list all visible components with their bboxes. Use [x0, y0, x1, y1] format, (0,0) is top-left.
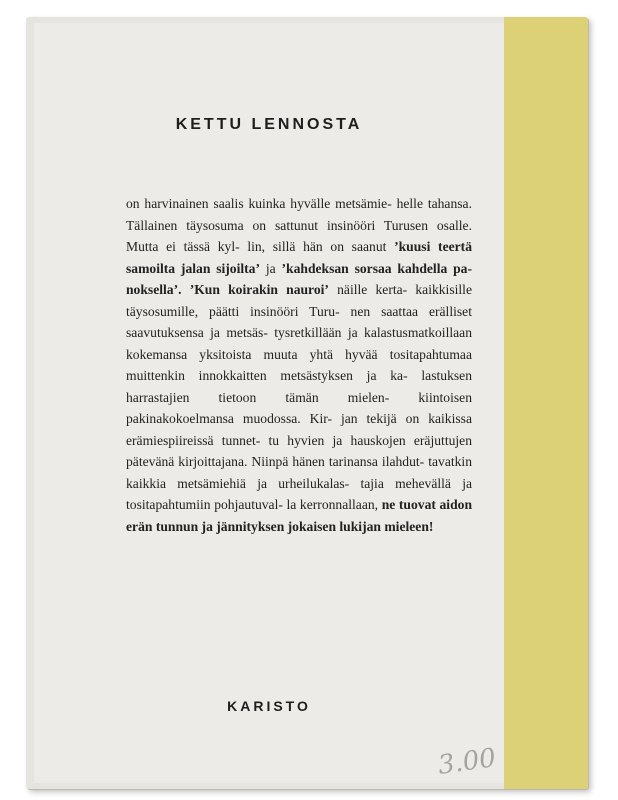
- blurb-segment-bold: ne tuovat aidon erän tunnun ja jännityksen jokaisen lukijan mieleen!: [126, 497, 473, 534]
- cover-paper: [34, 23, 504, 783]
- book-back-cover: [26, 17, 588, 789]
- blurb-text: [126, 193, 472, 537]
- blurb-segment-bold: ’kahdeksan sorsaa kahdella pa- noksella’. ’Kun koirakin nauroi’: [126, 260, 472, 297]
- yellow-spine-stripe: [504, 17, 588, 789]
- book-title: KETTU LENNOSTA: [175, 116, 363, 133]
- blurb-segment-bold: ’kuusi teertä samoilta jalan sijoilta’: [126, 239, 473, 276]
- handwritten-price-note: 3.00: [436, 743, 498, 781]
- blurb-segment: on harvinainen saalis kuinka hyvälle metsämie- helle tahansa. Tällainen täysosuma on sattunut insinööri Turusen osalle. Mutta ei tässä kyl- lin, sillä hän on saanut: [126, 196, 472, 254]
- blurb-segment: näille kerta- kaikkisille täysosumille, päätti insinööri Turu- nen saattaa erälliset saavutuksensa ja metsäs- tysretkillään ja kalastusmatkoillaan kokemansa yksitoista muuta yhtä hyvää tositapahtumaa muittenkin innokkaitten metsästyksen ja ka- lastuksen harrastajien tietoon tämän mielen- kiintoisen pakinakokoelmansa muodossa. Kir- jan tekijä on kaikissa erämiespiireissä tunnet- tu hyvien ja hauskojen eräjuttujen pätevänä kirjoittajana. Niinpä hänen tarinansa ilahdut- tavatkin kaikkia metsämiehiä ja urheilukalas- tajia mehevällä ja tositapahtumiin pohjautuval- la kerronnallaan,: [126, 282, 472, 512]
- publisher-name: KARISTO: [227, 698, 311, 714]
- blurb-segment: ja: [260, 260, 282, 276]
